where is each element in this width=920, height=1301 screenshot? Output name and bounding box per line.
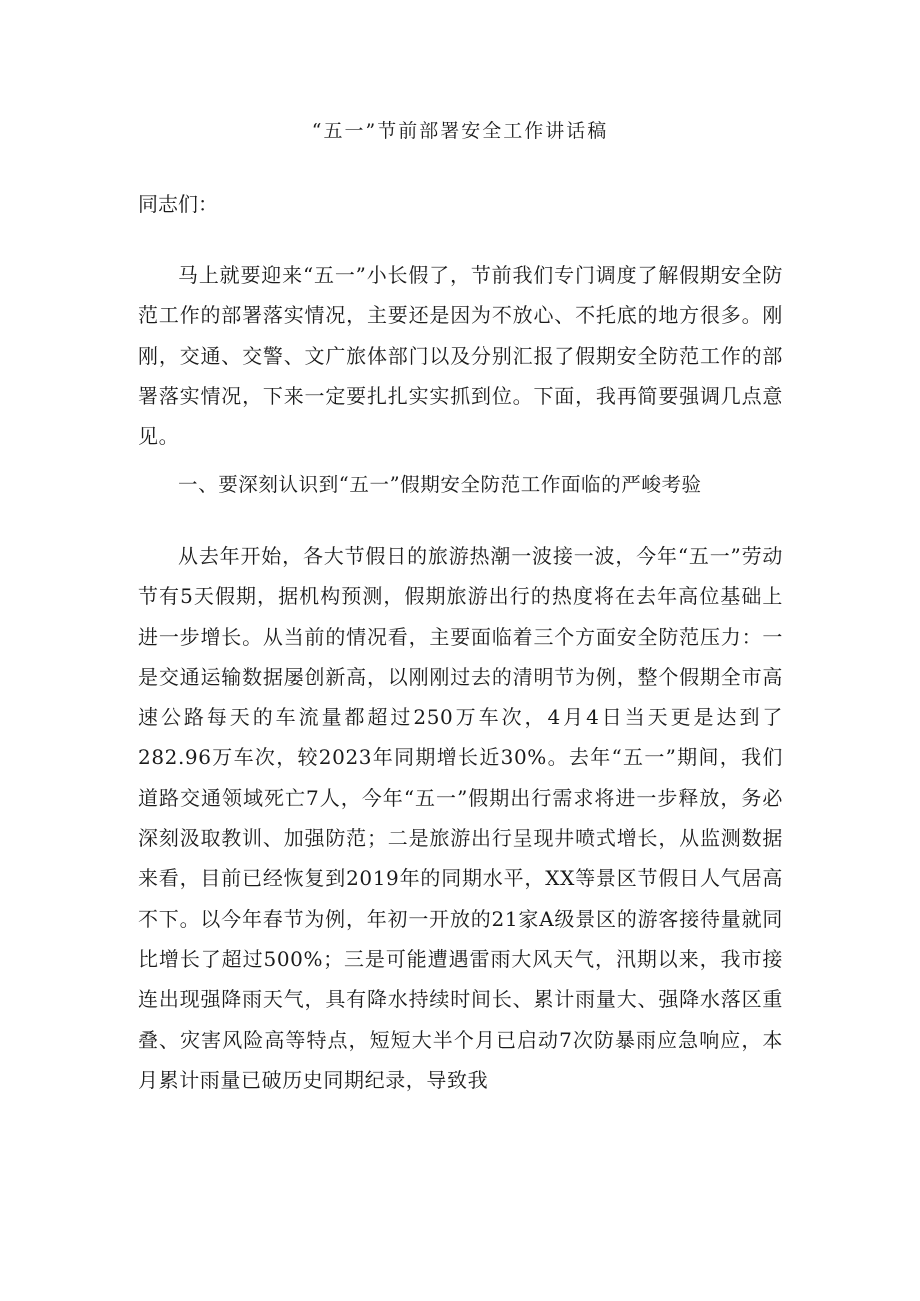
section-heading: 一、要深刻认识到“五一”假期安全防范工作面临的严峻考验 [178,473,702,496]
section-paragraph: 从去年开始，各大节假日的旅游热潮一波接一波，今年“五一”劳动节有5天假期，据机构预测，假期旅游出行的热度将在去年高位基础上进一步增长。从当前的情况看，主要面临着三个方面安全防范压力：一是交通运输数据屡创新高，以刚刚过去的清明节为例，整个假期全市高速公路每天的车流量都超过250万车次，4月4日当天更是达到了282.96万车次，较2023年同期增长近30%。去年“五一”期间，我们道路交通领域死亡7人，今年“五一”假期出行需求将进一步释放，务必深刻汲取教训、加强防范；二是旅游出行呈现井喷式增长，从监测数据来看，目前已经恢复到2019年的同期水平，XX等景区节假日人气居高不下。以今年春节为例，年初一开放的21家A级景区的游客接待量就同比增长了超过500%；三是可能遭遇雷雨大风天气，汛期以来，我市接连出现强降雨天气，具有降水持续时间长、累计雨量大、强降水落区重叠、灾害风险高等特点，短短大半个月已启动7次防暴雨应急响应，本月累计雨量已破历史同期纪录，导致我 [138,544,783,1092]
salutation: 同志们： [138,192,218,216]
document-title: “五一”节前部署安全工作讲话稿 [311,120,609,142]
opening-paragraph: 马上就要迎来“五一”小长假了，节前我们专门调度了解假期安全防范工作的部署落实情况，主要还是因为不放心、不托底的地方很多。刚刚，交通、交警、文广旅体部门以及分别汇报了假期安全防范工作的部署落实情况，下来一定要扎扎实实抓到位。下面，我再简要强调几点意见。 [138,263,783,449]
